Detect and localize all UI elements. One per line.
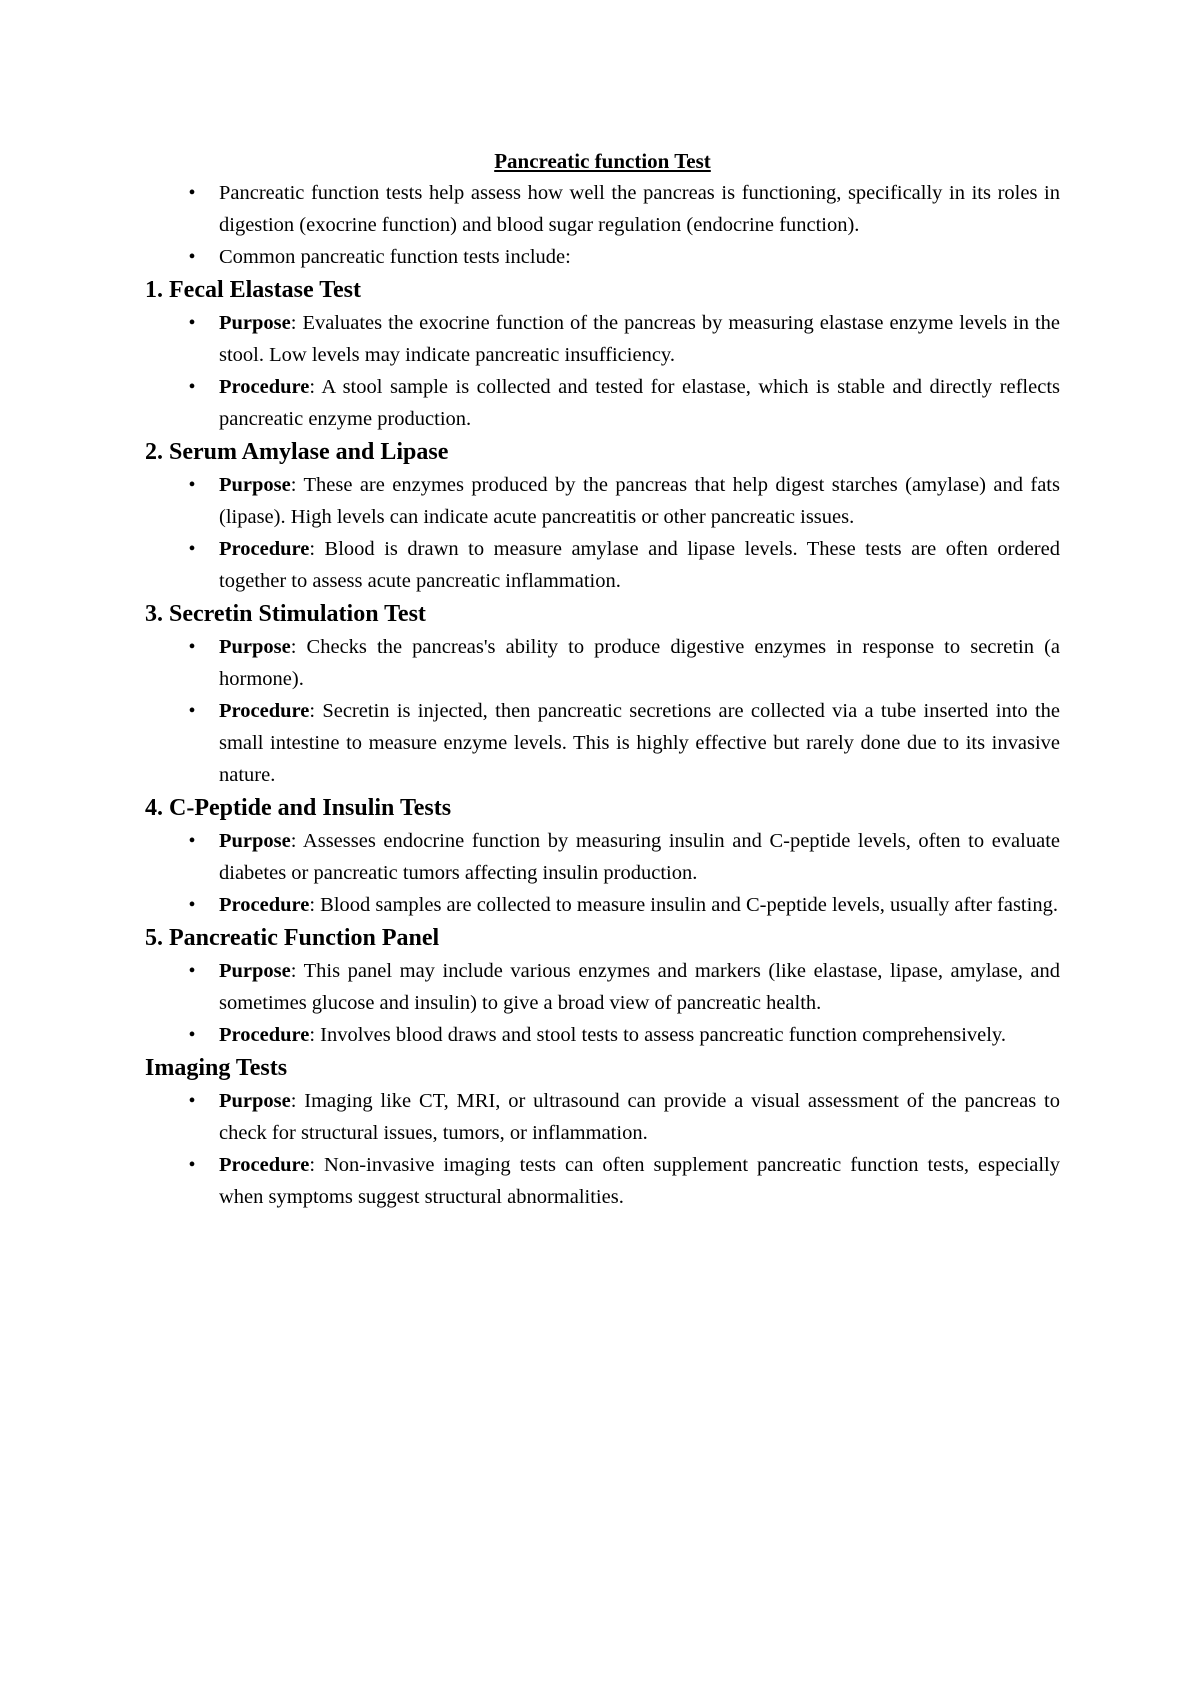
document-body [145,145,1060,1213]
section-heading: 1. Fecal Elastase Test [145,277,361,303]
purpose-text: : Imaging like CT, MRI, or ultrasound can provide a visual assessment of the pancreas to check for structural issues, tumors, or inflammation. [219,1090,1060,1144]
procedure-text: : Blood samples are collected to measure insulin and C-peptide levels, usually after fasting. [309,894,1058,916]
bullet-icon: • [188,312,196,334]
purpose-item [145,1085,1060,1149]
section-list [145,1085,1060,1213]
procedure-item [145,695,1060,791]
purpose-label: Purpose [219,960,291,982]
procedure-text: : Secretin is injected, then pancreatic secretions are collected via a tube inserted into the small intestine to measure enzyme levels. This is highly effective but rarely done due to its invasive nature. [219,700,1060,786]
purpose-label: Purpose [219,636,291,658]
procedure-item [145,371,1060,435]
procedure-item [145,533,1060,597]
section-c-peptide-insulin [145,791,1060,921]
bullet-icon: • [188,830,196,852]
bullet-icon: • [188,182,196,204]
procedure-label: Procedure [219,1154,310,1176]
section-heading: 3. Secretin Stimulation Test [145,601,426,627]
bullet-icon: • [188,1154,196,1176]
section-list [145,825,1060,921]
page-title: Pancreatic function Test [494,149,711,173]
procedure-text: : Blood is drawn to measure amylase and lipase levels. These tests are often ordered together to assess acute pancreatic inflammation. [219,538,1060,592]
purpose-text: : These are enzymes produced by the pancreas that help digest starches (amylase) and fats (lipase). High levels can indicate acute pancreatitis or other pancreatic issues. [219,474,1060,528]
purpose-label: Purpose [219,830,291,852]
section-heading: 4. C-Peptide and Insulin Tests [145,795,452,821]
procedure-item [145,1149,1060,1213]
bullet-icon: • [188,538,196,560]
purpose-text: : Assesses endocrine function by measuring insulin and C-peptide levels, often to evaluate diabetes or pancreatic tumors affecting insulin production. [219,830,1060,884]
procedure-item [145,1019,1060,1051]
intro-item [145,241,1060,273]
section-serum-amylase-lipase [145,435,1060,597]
procedure-label: Procedure [219,1024,310,1046]
purpose-item [145,825,1060,889]
section-imaging-tests [145,1051,1060,1213]
procedure-text: : Non-invasive imaging tests can often supplement pancreatic function tests, especially when symptoms suggest structural abnormalities. [219,1154,1060,1208]
procedure-label: Procedure [219,376,310,398]
procedure-text: : A stool sample is collected and tested for elastase, which is stable and directly reflects pancreatic enzyme production. [219,376,1060,430]
bullet-icon: • [188,1090,196,1112]
purpose-text: : Checks the pancreas's ability to produce digestive enzymes in response to secretin (a hormone). [219,636,1060,690]
section-heading: 2. Serum Amylase and Lipase [145,439,449,465]
procedure-label: Procedure [219,700,310,722]
purpose-item [145,307,1060,371]
section-heading: 5. Pancreatic Function Panel [145,925,440,951]
intro-list [145,177,1060,273]
bullet-icon: • [188,636,196,658]
bullet-icon: • [188,246,196,268]
section-list [145,631,1060,791]
section-heading: Imaging Tests [145,1055,288,1081]
procedure-text: : Involves blood draws and stool tests to assess pancreatic function comprehensively. [309,1024,1006,1046]
bullet-icon: • [188,960,196,982]
section-pancreatic-function-panel [145,921,1060,1051]
intro-text: Pancreatic function tests help assess how well the pancreas is functioning, specifically in its roles in digestion (exocrine function) and blood sugar regulation (endocrine function). [219,182,1060,236]
purpose-label: Purpose [219,474,291,496]
purpose-item [145,469,1060,533]
intro-item [145,177,1060,241]
procedure-label: Procedure [219,538,310,560]
bullet-icon: • [188,700,196,722]
bullet-icon: • [188,474,196,496]
section-list [145,955,1060,1051]
purpose-item [145,955,1060,1019]
purpose-text: : This panel may include various enzymes and markers (like elastase, lipase, amylase, and sometimes glucose and insulin) to give a broad view of pancreatic health. [219,960,1060,1014]
procedure-label: Procedure [219,894,310,916]
purpose-item [145,631,1060,695]
bullet-icon: • [188,376,196,398]
intro-text: Common pancreatic function tests include: [219,246,571,268]
procedure-item [145,889,1060,921]
purpose-label: Purpose [219,1090,291,1112]
purpose-text: : Evaluates the exocrine function of the pancreas by measuring elastase enzyme levels in the stool. Low levels may indicate pancreatic insufficiency. [219,312,1060,366]
section-fecal-elastase [145,273,1060,435]
section-list [145,307,1060,435]
section-list [145,469,1060,597]
purpose-label: Purpose [219,312,291,334]
bullet-icon: • [188,894,196,916]
bullet-icon: • [188,1024,196,1046]
section-secretin-stimulation [145,597,1060,791]
